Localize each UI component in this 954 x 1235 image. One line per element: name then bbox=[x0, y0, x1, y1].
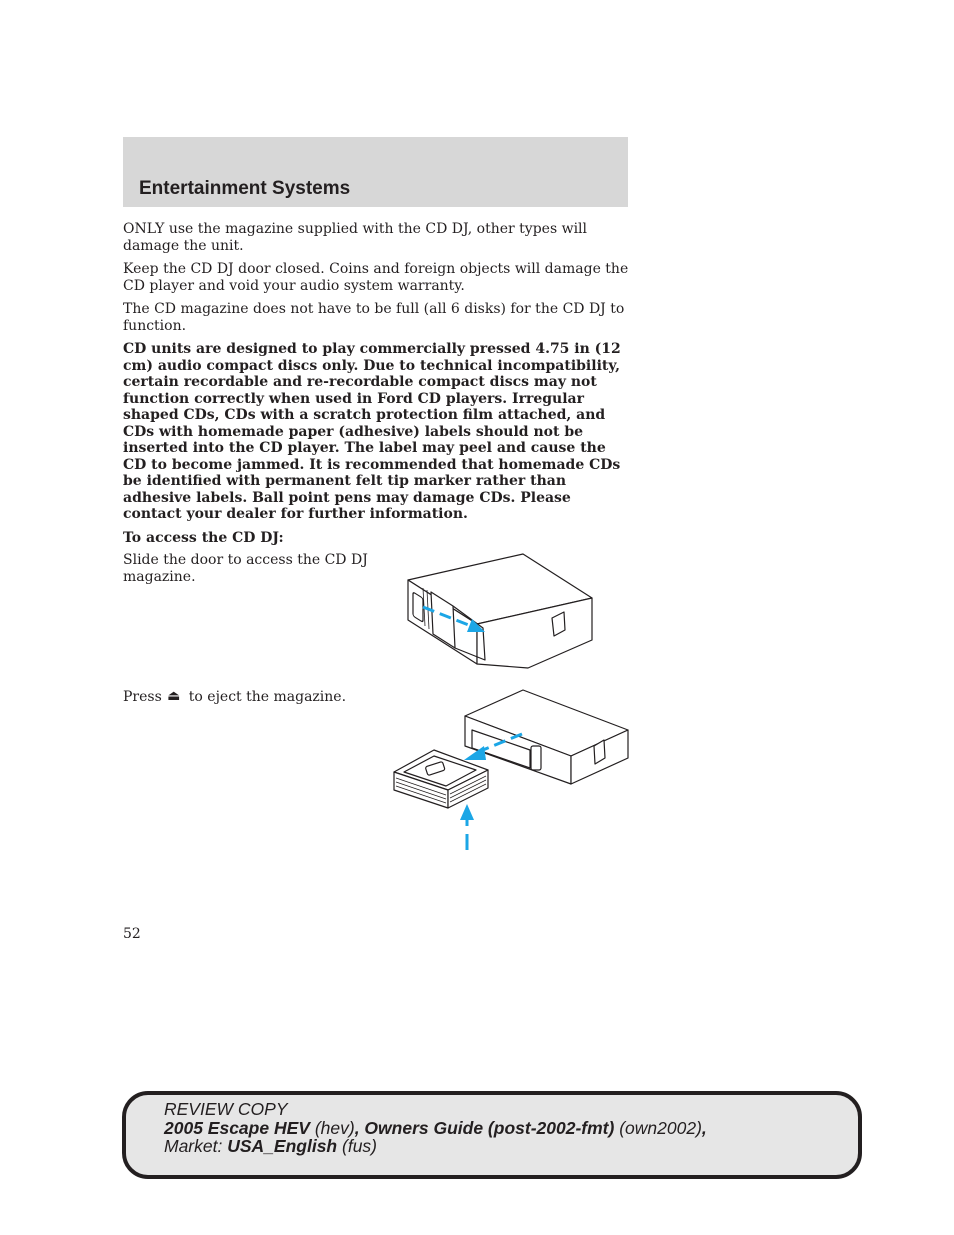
cd-warning: CD units are designed to play commercially pressed 4.75 in (12 cm) audio compact discs only. Due to technical incompatibility, certain recordable and re-recordable compact discs may not function correctly when used in Ford CD players. Irregular shaped CDs, CDs with a scratch protection film attached, and CDs with homemade paper (adhesive) labels should not be inserted into the CD player. The label may peel and cause the CD to become jammed. It is recommended that homemade CDs be identified with permanent felt tip marker rather than adhesive labels. Ball point pens may damage CDs. Please contact your dealer for further information. bbox=[123, 341, 621, 522]
footer-model-line bbox=[164, 1119, 707, 1138]
paragraph-full: The CD magazine does not have to be full (all 6 disks) for the CD DJ to function. bbox=[123, 301, 625, 334]
footer-guide-code: (own2002) bbox=[619, 1117, 702, 1138]
eject-label: to eject the magazine. bbox=[188, 689, 347, 705]
unit-button bbox=[531, 746, 541, 770]
footer-sep: , bbox=[354, 1117, 365, 1138]
footer-market-line bbox=[164, 1137, 707, 1156]
paragraph-door: Keep the CD DJ door closed. Coins and foreign objects will damage the CD player and void your audio system warranty. bbox=[123, 261, 629, 294]
section-title: Entertainment Systems bbox=[139, 178, 351, 199]
footer-market-label: Market: bbox=[164, 1136, 223, 1156]
review-copy-footer bbox=[122, 1091, 862, 1179]
footer-text bbox=[164, 1100, 707, 1156]
paragraph-magazine: ONLY use the magazine supplied with the CD DJ, other types will damage the unit. bbox=[123, 221, 588, 254]
footer-sep-2: , bbox=[701, 1117, 707, 1138]
press-label: Press bbox=[123, 689, 162, 705]
body-text bbox=[123, 221, 631, 553]
cd-dj-door-illustration bbox=[405, 552, 597, 672]
insert-arrowhead bbox=[460, 804, 474, 820]
footer-model: 2005 Escape HEV bbox=[164, 1117, 310, 1138]
access-heading: To access the CD DJ: bbox=[123, 529, 284, 546]
step-slide-door: Slide the door to access the CD DJ magazine. bbox=[123, 552, 368, 585]
eject-icon: ⏏ bbox=[167, 688, 181, 704]
section-header-band bbox=[123, 137, 628, 207]
footer-market: USA_English bbox=[227, 1136, 338, 1156]
page-number: 52 bbox=[123, 926, 141, 942]
review-copy-label: REVIEW COPY bbox=[164, 1099, 288, 1119]
footer-market-code: (fus) bbox=[342, 1136, 377, 1156]
footer-model-code: (hev) bbox=[314, 1117, 355, 1138]
step-press-eject bbox=[123, 688, 346, 706]
eject-magazine-illustration bbox=[388, 686, 634, 854]
footer-guide: Owners Guide (post-2002-fmt) bbox=[364, 1117, 615, 1138]
